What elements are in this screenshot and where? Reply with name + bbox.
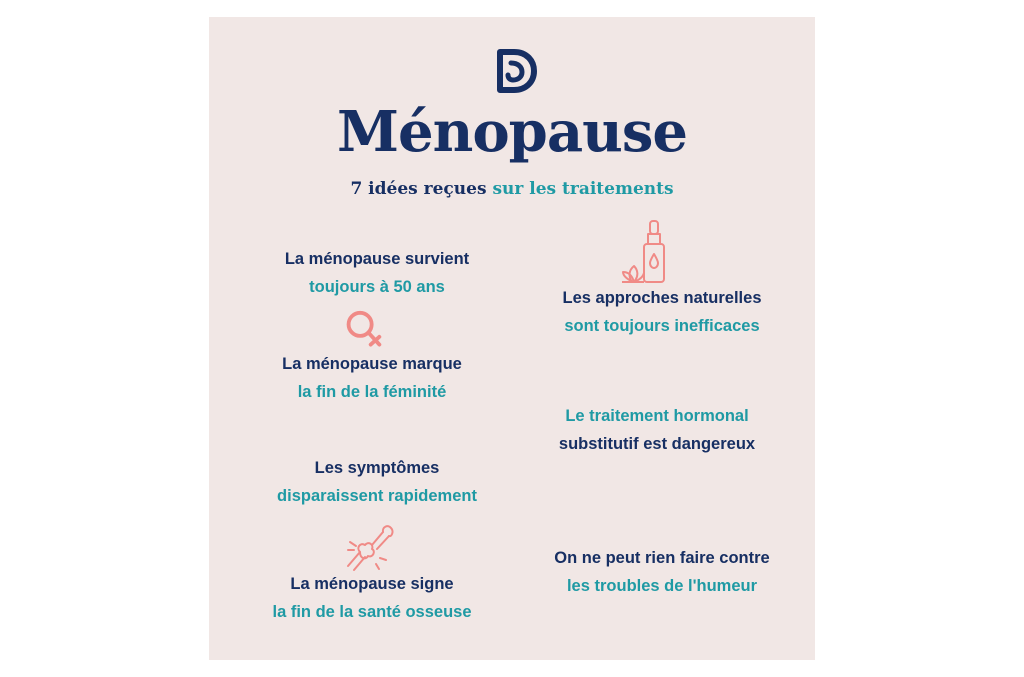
- myth-line-2: la fin de la féminité: [297, 383, 447, 401]
- myth-item: [237, 570, 507, 626]
- myth-line-1: Les approches naturelles: [562, 289, 762, 307]
- myth-line-2: substitutif est dangereux: [558, 435, 756, 453]
- subtitle-part-1: 7 idées reçues: [350, 179, 487, 199]
- myth-item: [247, 454, 507, 510]
- myth-item: [527, 284, 797, 340]
- joint-pain-icon: [342, 518, 396, 572]
- dropper-bottle-icon: [620, 218, 674, 286]
- myth-line-1: La ménopause survient: [284, 250, 470, 268]
- myth-item: [517, 402, 797, 458]
- page-title: Ménopause: [337, 99, 687, 165]
- myth-line-2: disparaissent rapidement: [277, 487, 477, 505]
- infographic-card: [209, 17, 815, 660]
- myth-line-1: Le traitement hormonal: [565, 407, 749, 425]
- myth-line-2: les troubles de l'humeur: [566, 577, 758, 595]
- myth-item: [247, 245, 507, 301]
- myth-line-2: toujours à 50 ans: [309, 278, 445, 296]
- myth-line-1: La ménopause signe: [290, 575, 454, 593]
- myth-item: [237, 350, 507, 406]
- myth-line-1: La ménopause marque: [282, 355, 462, 373]
- brand-logo-icon: [494, 47, 538, 95]
- myth-line-1: On ne peut rien faire contre: [554, 549, 770, 567]
- page-subtitle: [209, 177, 815, 201]
- myth-item: [517, 544, 807, 600]
- myth-line-2: la fin de la santé osseuse: [272, 603, 472, 621]
- myth-line-1: Les symptômes: [314, 459, 440, 477]
- myth-line-2: sont toujours inefficaces: [564, 317, 760, 335]
- subtitle-part-2: sur les traitements: [492, 179, 674, 199]
